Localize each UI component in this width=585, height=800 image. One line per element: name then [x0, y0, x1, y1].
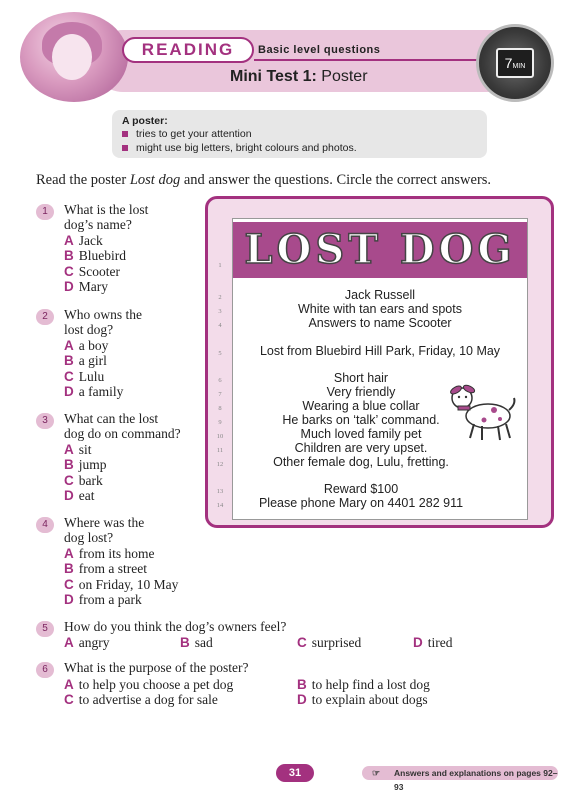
option[interactable]: C to advertise a dog for sale [64, 692, 218, 707]
poster-line: Other female dog, Lulu, fretting. [273, 455, 449, 469]
question-number: 1 [36, 204, 54, 220]
option[interactable]: B Bluebird [64, 248, 126, 264]
question-6: What is the purpose of the poster? [64, 660, 249, 675]
line-number: 9 [218, 419, 222, 426]
page-number: 31 [276, 764, 314, 782]
pointing-hand-icon: ☞ [372, 768, 381, 778]
poster-line: Lost from Bluebird Hill Park, Friday, 10 May [259, 344, 501, 358]
poster-line: Children are very upset. [294, 441, 428, 455]
tip-title: A poster: [122, 115, 168, 127]
poster-tip-box [112, 110, 487, 158]
girl-photo [20, 12, 128, 102]
question-5: How do you think the dog’s owners feel? [64, 619, 287, 634]
question-number: 3 [36, 413, 54, 429]
poster-line: Wearing a blue collar [302, 399, 420, 413]
option[interactable]: B from a street [64, 561, 147, 577]
option[interactable]: D a family [64, 384, 124, 400]
line-number: 7 [218, 391, 222, 398]
line-number: 2 [218, 294, 222, 301]
option[interactable]: B a girl [64, 353, 107, 369]
line-number: 11 [216, 447, 224, 454]
option[interactable]: D eat [64, 488, 95, 504]
poster-line: White with tan ears and spots [298, 302, 462, 316]
option[interactable]: A sit [64, 441, 92, 457]
option[interactable]: D to explain about dogs [297, 692, 428, 707]
poster-heading: LOST DOG [244, 226, 516, 273]
line-number: 4 [218, 322, 222, 329]
option[interactable]: C Lulu [64, 368, 105, 384]
line-number: 6 [218, 377, 222, 384]
poster-line: Reward $100 [323, 482, 399, 496]
line-number: 12 [216, 461, 224, 468]
option[interactable]: C Scooter [64, 263, 120, 279]
answers-reference: ☞ Answers and explanations on pages 92–93 [362, 766, 558, 780]
line-number: 1 [218, 262, 222, 269]
poster-line: Jack Russell [344, 288, 416, 302]
option[interactable]: D tired [413, 635, 453, 650]
question-1: What is the lost dog’s name? A Jack B Bluebird C Scooter D Mary [64, 202, 149, 295]
tip-bullet: might use big letters, bright colours and photos. [122, 141, 477, 155]
line-number: 8 [218, 405, 222, 412]
poster-line: Answers to name Scooter [308, 316, 452, 330]
question-number: 6 [36, 662, 54, 678]
option[interactable]: A from its home [64, 545, 155, 561]
option[interactable]: B jump [64, 457, 107, 473]
option[interactable]: A to help you choose a pet dog [64, 677, 234, 692]
question-3: What can the lost dog do on command? A sit B jump C bark D eat [64, 411, 181, 504]
question-number: 2 [36, 309, 54, 325]
bullet-square-icon [122, 131, 128, 137]
option[interactable]: A a boy [64, 337, 109, 353]
question-number: 4 [36, 517, 54, 533]
option[interactable]: C on Friday, 10 May [64, 576, 179, 592]
poster-line: Much loved family pet [300, 427, 422, 441]
question-4: Where was the dog lost? A from its home B from a street C on Friday, 10 May D from a park [64, 515, 179, 608]
line-number: 10 [216, 433, 224, 440]
poster-line: Please phone Mary on 4401 282 911 [258, 496, 464, 510]
level-label: Basic level questions [258, 44, 381, 56]
dog-icon [448, 378, 518, 448]
option[interactable]: B sad [180, 635, 213, 650]
option[interactable]: A angry [64, 635, 110, 650]
instructions: Read the poster Lost dog and answer the questions. Circle the correct answers. [36, 172, 492, 188]
line-number: 13 [216, 488, 224, 495]
poster-line: Very friendly [326, 385, 396, 399]
line-number: 3 [218, 308, 222, 315]
timer-unit: MIN [512, 63, 526, 70]
line-number: 5 [218, 350, 222, 357]
timer-icon [476, 24, 554, 102]
question-2: Who owns the lost dog? A a boy B a girl C Lulu D a family [64, 307, 142, 400]
option[interactable]: C bark [64, 472, 103, 488]
question-number: 5 [36, 621, 54, 637]
option[interactable]: C surprised [297, 635, 362, 650]
tip-bullet: tries to get your attention [122, 127, 477, 141]
section-title: READING [122, 37, 254, 63]
option[interactable]: D from a park [64, 592, 142, 608]
test-title: Mini Test 1: Poster [230, 68, 368, 85]
option[interactable]: B to help find a lost dog [297, 677, 430, 692]
timer-value: 7 [504, 55, 513, 71]
bullet-square-icon [122, 145, 128, 151]
poster-line: He barks on ‘talk’ command. [282, 413, 440, 427]
header-divider [254, 59, 484, 61]
line-number: 14 [216, 502, 224, 509]
poster-line: Short hair [333, 371, 389, 385]
option[interactable]: D Mary [64, 279, 108, 295]
option[interactable]: A Jack [64, 232, 103, 248]
